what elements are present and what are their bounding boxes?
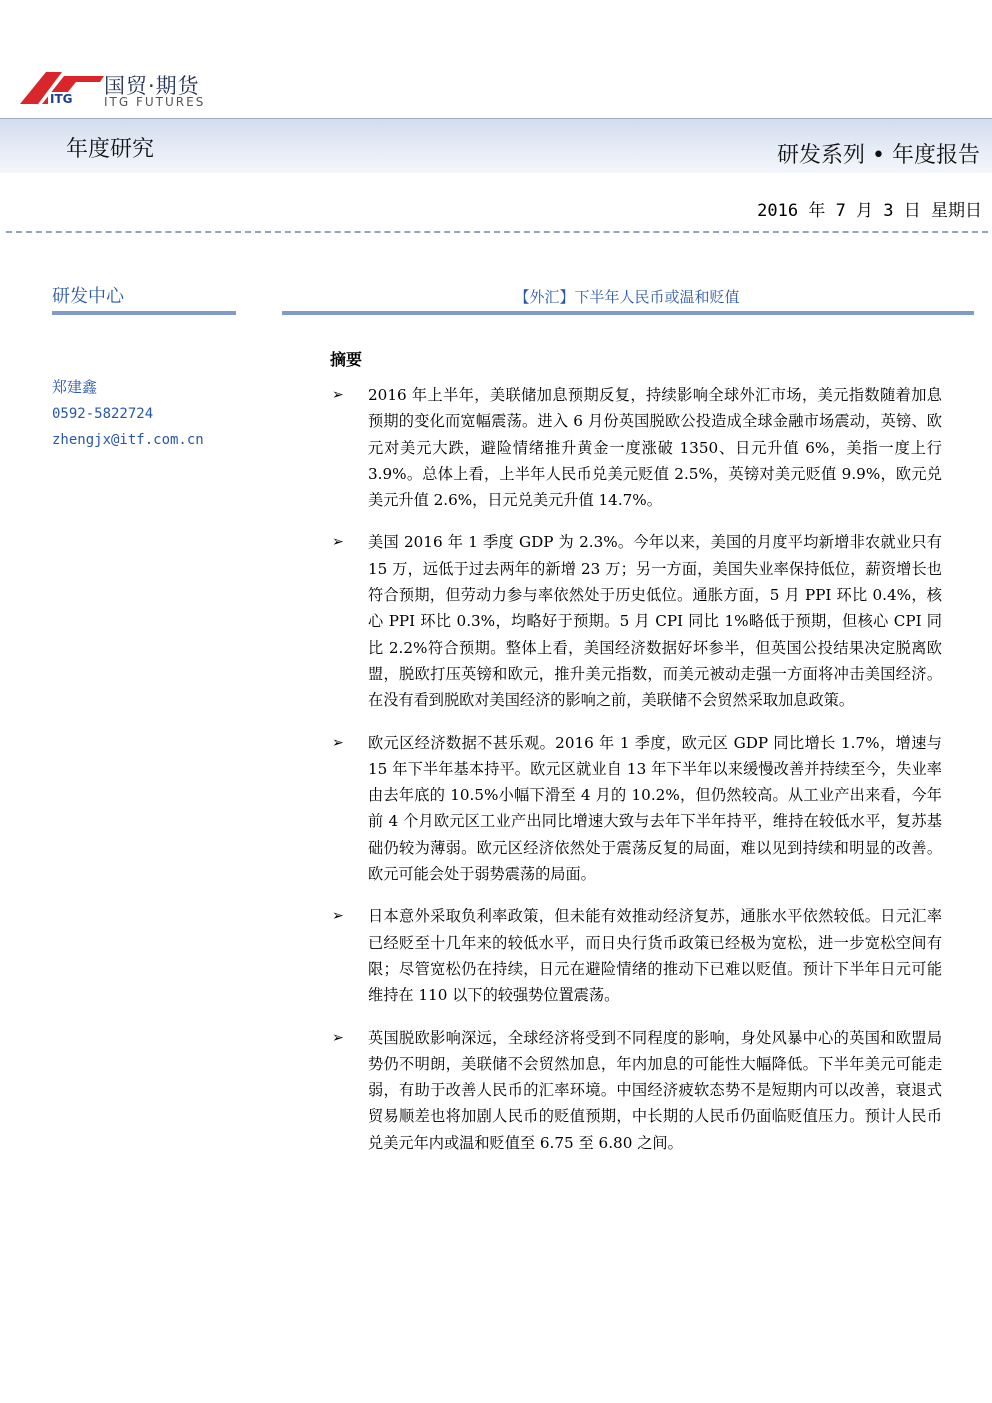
summary-text: 美国 2016 年 1 季度 GDP 为 2.3%。今年以来，美国的月度平均新增非农就业只有 15 万，远低于过去两年的新增 23 万；另一方面，美国失业率保持低位，薪资增长也符合预期，但劳动力参与率依然处于历史低位。通胀方面，5 月 PPI 环比 0.4%，核心 PPI 环比 0.3%，均略好于预期。5 月 CPI 同比 1%略低于预期，但核心 CPI 同比 2.2%符合预期。整体上看，美国经济数据好坏参半，但英国公投结果决定脱离欧盟，脱欧打压英镑和欧元，推升美元指数，而美元被动走强一方面将冲击美国经济。在没有看到脱欧对美国经济的影响之前，美联储不会贸然采取加息政策。	[368, 533, 942, 710]
author-email: zhengjx@itf.com.cn	[52, 432, 204, 448]
summary-text: 日本意外采取负利率政策，但未能有效推动经济复苏，通胀水平依然较低。日元汇率已经贬至十几年来的较低水平，而日央行货币政策已经极为宽松，进一步宽松空间有限；尽管宽松仍在持续，日元在避险情绪的推动下已难以贬值。预计下半年日元可能维持在 110 以下的较强势位置震荡。	[368, 907, 942, 1005]
author-name: 郑建鑫	[52, 378, 98, 396]
summary-text: 欧元区经济数据不甚乐观。2016 年 1 季度，欧元区 GDP 同比增长 1.7%，增速与 15 年下半年基本持平。欧元区就业自 13 年下半年以来缓慢改善并持续至今，失业率由去年底的 10.5%小幅下滑至 4 月的 10.2%，但仍然较高。从工业产出来看，今年前 4 个月欧元区工业产出同比增速大致与去年下半年持平，维持在较低水平，复苏基础仍较为薄弱。欧元区经济依然处于震荡反复的局面，难以见到持续和明显的改善。欧元可能会处于弱势震荡的局面。	[368, 733, 942, 884]
summary-heading: 摘要	[330, 350, 363, 369]
bullet-arrow-icon: ➢	[332, 534, 344, 551]
logo-english-name: ITG FUTURES	[104, 95, 206, 109]
summary-text: 2016 年上半年，美联储加息预期反复，持续影响全球外汇市场，美元指数随着加息预期的变化而宽幅震荡。进入 6 月份英国脱欧公投造成全球金融市场震动，英镑、欧元对美元大跌，避险情绪推升黄金一度涨破 1350、日元升值 6%，美指一度上行 3.9%。总体上看，上半年人民币兑美元贬值 2.5%，英镑对美元贬值 9.9%，欧元兑美元升值 2.6%，日元兑美元升值 14.7%。	[368, 386, 942, 510]
logo-chinese-name: 国贸·期货	[104, 74, 200, 98]
dashed-divider	[6, 231, 988, 233]
report-title: 【外汇】下半年人民币或温和贬值	[514, 288, 740, 306]
department-label: 研发中心	[52, 286, 124, 307]
summary-item	[330, 903, 942, 1008]
summary-item	[330, 382, 942, 513]
author-info	[52, 374, 204, 454]
summary-list	[330, 382, 942, 1172]
bullet-arrow-icon: ➢	[332, 1029, 344, 1046]
series-title: 研发系列 • 年度报告	[777, 143, 980, 168]
section-title: 年度研究	[66, 137, 155, 162]
summary-item	[330, 730, 942, 888]
summary-text: 英国脱欧影响深远，全球经济将受到不同程度的影响，身处风暴中心的英国和欧盟局势仍不明朗，美联储不会贸然加息，年内加息的可能性大幅降低。下半年美元可能走弱，有助于改善人民币的汇率环境。中国经济疲软态势不是短期内可以改善，衰退式贸易顺差也将加剧人民币的贬值预期，中长期的人民币仍面临贬值压力。预计人民币兑美元年内或温和贬值至 6.75 至 6.80 之间。	[368, 1028, 942, 1152]
summary-item	[330, 1025, 942, 1156]
summary-item	[330, 529, 942, 713]
author-phone: 0592-5822724	[52, 405, 154, 422]
bullet-arrow-icon: ➢	[332, 387, 344, 403]
report-date: 2016 年 7 月 3 日 星期日	[757, 201, 982, 221]
itg-logo-icon	[20, 68, 104, 112]
department-rule	[52, 311, 236, 315]
title-rule	[282, 311, 974, 315]
bullet-arrow-icon: ➢	[332, 908, 344, 925]
svg-text:ITG: ITG	[50, 92, 73, 106]
bullet-arrow-icon: ➢	[332, 734, 344, 751]
